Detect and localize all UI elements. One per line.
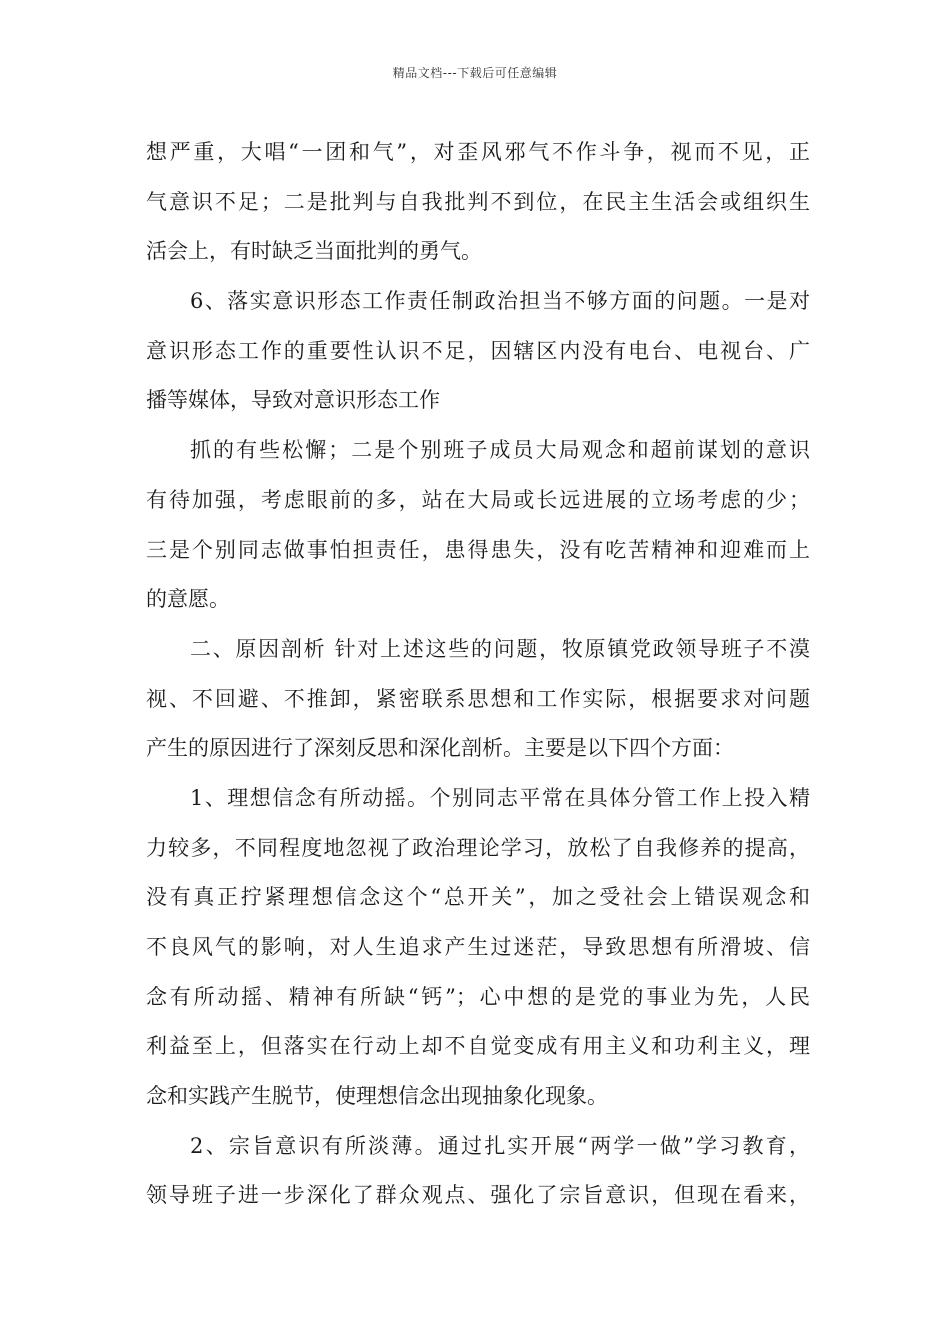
text-line: 有待加强，考虑眼前的多，站在大局或长远进展的立场考虑的少； — [146, 487, 810, 512]
text-line: 念有所动摇、精神有所缺“钙”；心中想的是党的事业为先，人民 — [146, 984, 810, 1009]
document-body — [146, 128, 810, 1221]
text-line: 产生的原因进行了深刻反思和深化剖析。主要是以下四个方面： — [146, 736, 734, 761]
text-line: 的意愿。 — [146, 587, 230, 612]
text-line: 抓的有些松懈；二是个别班子成员大局观念和超前谋划的意识 — [190, 438, 810, 463]
text-line: 6、落实意识形态工作责任制政治担当不够方面的问题。一是对 — [190, 289, 810, 314]
text-line: 念和实践产生脱节，使理想信念出现抽象化现象。 — [146, 1084, 608, 1109]
text-line: 想严重，大唱“一团和气”，对歪风邪气不作斗争，视而不见，正 — [146, 140, 810, 164]
text-line: 三是个别同志做事怕担责任，患得患失，没有吃苦精神和迎难而上 — [146, 537, 810, 562]
text-line: 视、不回避、不推卸，紧密联系思想和工作实际，根据要求对问题 — [146, 686, 810, 711]
text-line: 意识形态工作的重要性认识不足，因辖区内没有电台、电视台、广 — [146, 338, 810, 363]
text-line: 利益至上，但落实在行动上却不自觉变成有用主义和功利主义，理 — [146, 1034, 810, 1059]
text-line: 播等媒体，导致对意识形态工作 — [146, 388, 440, 413]
text-line: 不良风气的影响，对人生追求产生过迷茫，导致思想有所滑坡、信 — [146, 935, 810, 959]
text-line: 气意识不足；二是批判与自我批判不到位，在民主生活会或组织生 — [146, 189, 810, 214]
text-line: 力较多，不同程度地忽视了政治理论学习，放松了自我修养的提高， — [146, 835, 810, 860]
text-line: 领导班子进一步深化了群众观点、强化了宗旨意识，但现在看来， — [146, 1183, 810, 1208]
text-line: 二、原因剖析 针对上述这些的问题，牧原镇党政领导班子不漠 — [190, 636, 810, 661]
page-header: 精品文档---下载后可任意编辑 — [392, 66, 558, 80]
text-line: 1、理想信念有所动摇。个别同志平常在具体分管工作上投入精 — [190, 785, 810, 810]
text-line: 活会上，有时缺乏当面批判的勇气。 — [146, 239, 482, 264]
text-line: 没有真正拧紧理想信念这个“总开关”，加之受社会上错误观念和 — [146, 885, 810, 910]
text-line: 2、宗旨意识有所淡薄。通过扎实开展“两学一做”学习教育， — [190, 1133, 810, 1158]
